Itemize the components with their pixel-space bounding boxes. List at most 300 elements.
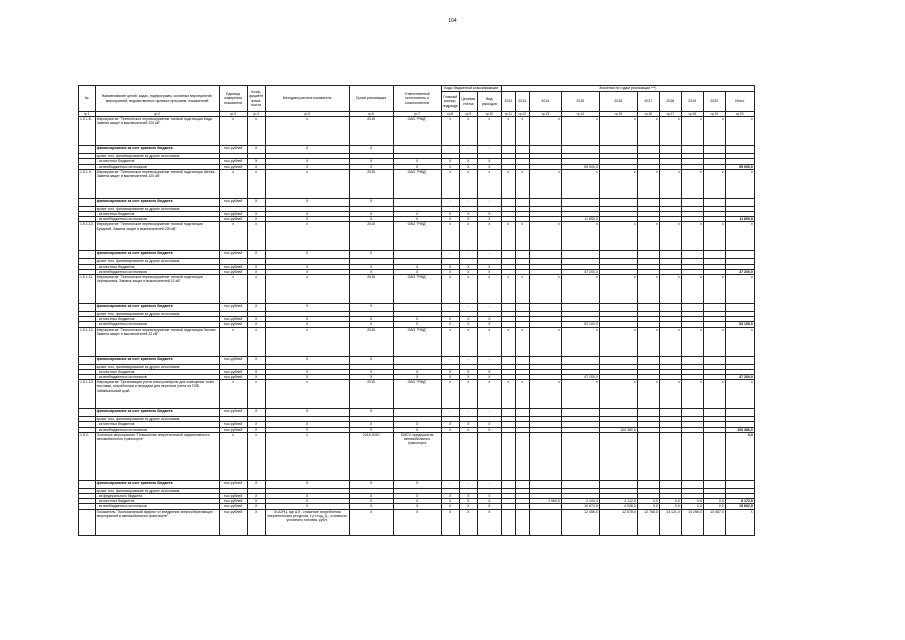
table-cell	[659, 432, 681, 480]
table-cell: Х	[349, 356, 393, 364]
table-cell: 53 100,0	[561, 322, 599, 327]
table-cell	[501, 409, 515, 417]
table-cell: Х	[265, 159, 349, 164]
table-cell	[561, 409, 599, 417]
table-cell	[561, 432, 599, 480]
header-exec: Ответственный исполнитель и соисполнители	[393, 86, 441, 112]
table-cell: х	[441, 275, 459, 304]
table-cell: х	[265, 169, 349, 198]
table-cell: Х	[349, 217, 393, 222]
table-cell: х	[247, 275, 265, 304]
row-name-cell: финансирование за счет краевого бюджета	[95, 198, 219, 206]
table-cell: Х	[393, 159, 441, 164]
table-cell	[501, 198, 515, 206]
table-cell: Х	[247, 269, 265, 274]
table-cell: Х	[477, 322, 501, 327]
table-cell: Х	[459, 269, 477, 274]
table-cell: х	[561, 327, 599, 356]
table-cell: Х	[349, 499, 393, 504]
table-cell	[637, 304, 659, 312]
table-cell: тыс.рублей	[219, 217, 247, 222]
row-name-cell: финансирование за счет краевого бюджета	[95, 409, 219, 417]
row-name-cell: Мероприятие "Техническое перевооружение тяговой подстанции Шелка. Замена защит и выключателей 220 кВ"	[95, 169, 219, 198]
table-cell: 0,0	[659, 504, 681, 509]
table-cell	[529, 356, 561, 364]
table-cell: 2015	[349, 275, 393, 304]
table-cell: Х	[459, 509, 477, 535]
row-name-cell: - из местных бюджетов	[95, 159, 219, 164]
table-cell	[529, 480, 561, 488]
table-cell	[681, 409, 703, 417]
table-cell: 6 172,5	[725, 499, 754, 504]
row-name-cell: кроме того, финансирование из других источников:	[95, 312, 219, 317]
table-cell	[501, 304, 515, 312]
table-cell	[529, 432, 561, 480]
table-cell	[659, 304, 681, 312]
header-year: 2014	[529, 92, 561, 112]
row-name-cell: финансирование за счет краевого бюджета	[95, 146, 219, 154]
table-cell: х	[477, 169, 501, 198]
table-cell: х	[441, 327, 459, 356]
row-name-cell: кроме того, финансирование из других источников:	[95, 206, 219, 211]
column-number: гр.17	[659, 112, 681, 117]
table-cell: Х	[393, 427, 441, 432]
table-cell	[393, 304, 441, 312]
table-cell: Х	[265, 164, 349, 169]
table-cell: Х	[477, 504, 501, 509]
table-cell: Х	[459, 322, 477, 327]
table-cell: х	[265, 432, 349, 480]
table-cell	[501, 356, 515, 364]
row-name-cell: Мероприятие "Техническое перевооружение тяговой подстанции Зилово. Замена защит и выключателей 22 кВ"	[95, 327, 219, 356]
table-cell	[599, 480, 637, 488]
table-cell: х	[637, 327, 659, 356]
table-cell: Х	[265, 217, 349, 222]
table-cell: 2015	[349, 222, 393, 251]
table-cell: 1.5.1.13.	[79, 380, 96, 409]
table-cell	[529, 409, 561, 417]
table-cell: Х	[247, 494, 265, 499]
table-cell: Х	[477, 499, 501, 504]
table-cell: Х	[349, 422, 393, 427]
table-cell: х	[247, 117, 265, 146]
table-cell: 2 100,0	[561, 499, 599, 504]
table-cell: Х	[265, 499, 349, 504]
table-cell: х	[219, 327, 247, 356]
table-cell: -	[459, 356, 477, 364]
table-cell: 11 800,0	[725, 217, 754, 222]
table-cell: х	[725, 380, 754, 409]
table-cell: -	[441, 480, 459, 488]
table-cell	[79, 509, 96, 535]
table-cell: Х	[477, 212, 501, 217]
table-row	[79, 251, 755, 259]
table-cell: х	[459, 327, 477, 356]
table-cell: тыс.рублей	[219, 164, 247, 169]
table-cell: 0,0	[659, 499, 681, 504]
table-row	[79, 304, 755, 312]
table-cell: х	[219, 275, 247, 304]
row-name-cell: Мероприятие "Техническое перевооружение тяговой подстанции Бада. Замена защит и выключателей 220 кВ"	[95, 117, 219, 146]
table-cell: х	[459, 222, 477, 251]
table-cell: -	[441, 146, 459, 154]
table-cell: Х	[349, 264, 393, 269]
table-cell: х	[501, 169, 515, 198]
table-cell: Х	[393, 212, 441, 217]
table-cell: тыс.рублей	[219, 317, 247, 322]
table-row	[79, 380, 755, 409]
table-row	[79, 356, 755, 364]
table-cell: х	[441, 222, 459, 251]
table-cell: тыс.рублей	[219, 494, 247, 499]
table-cell: Х	[459, 159, 477, 164]
table-cell	[637, 480, 659, 488]
table-cell	[599, 146, 637, 154]
table-cell: х	[703, 327, 725, 356]
table-cell	[515, 432, 529, 480]
table-cell: Х	[477, 264, 501, 269]
table-cell: Х	[459, 422, 477, 427]
table-cell	[599, 356, 637, 364]
table-cell: тыс.рублей	[219, 422, 247, 427]
table-cell: 11 800,0	[561, 217, 599, 222]
column-number: гр.3	[219, 112, 247, 117]
table-cell: х	[637, 275, 659, 304]
table-cell	[637, 409, 659, 417]
table-cell: Х	[349, 504, 393, 509]
table-cell: Х	[349, 304, 393, 312]
table-cell: Х	[349, 427, 393, 432]
table-cell: Х	[459, 427, 477, 432]
table-cell: Х	[247, 409, 265, 417]
table-cell: Х	[441, 164, 459, 169]
table-cell: Х	[265, 304, 349, 312]
table-cell: Х	[349, 375, 393, 380]
table-cell: х	[725, 275, 754, 304]
table-cell: х	[703, 169, 725, 198]
table-cell: Х	[393, 509, 441, 535]
table-cell: х	[529, 275, 561, 304]
table-cell: -	[477, 409, 501, 417]
table-cell	[561, 304, 599, 312]
table-cell: Х	[441, 499, 459, 504]
table-cell: тыс.рублей	[219, 212, 247, 217]
table-cell	[561, 356, 599, 364]
table-cell: Х	[247, 504, 265, 509]
table-cell	[529, 304, 561, 312]
table-cell: х	[515, 275, 529, 304]
table-cell: х	[265, 327, 349, 356]
table-cell: Х	[459, 317, 477, 322]
row-name-cell: Мероприятие "Техническое перевооружение тяговой подстанции Бушулей. Замена защит и выключателей 220 кВ"	[95, 222, 219, 251]
table-cell: тыс.рублей	[219, 269, 247, 274]
table-row	[79, 146, 755, 154]
table-cell: 0,0	[681, 499, 703, 504]
table-cell: -	[441, 304, 459, 312]
row-name-cell: Показатель "Экономический эффект от внедрения энергосберегающих мероприятий в автомобильном транспорте"	[95, 509, 219, 535]
table-cell: х	[681, 222, 703, 251]
table-cell: 1.5.1.9.	[79, 169, 96, 198]
table-cell: 2015	[349, 380, 393, 409]
table-cell: х	[515, 169, 529, 198]
row-name-cell: - из внебюджетных источников	[95, 217, 219, 222]
table-cell: Х	[441, 269, 459, 274]
column-number: гр.9	[459, 112, 477, 117]
table-cell: Х	[247, 317, 265, 322]
table-cell: Х	[247, 264, 265, 269]
table-cell: 12 456,0	[561, 509, 599, 535]
table-row	[79, 169, 755, 198]
table-cell: 10 674,5	[561, 504, 599, 509]
header-year: 2012	[501, 92, 515, 112]
table-cell: 0,0	[637, 504, 659, 509]
table-cell: 59 000,0	[561, 164, 599, 169]
table-cell	[703, 146, 725, 154]
header-coef: Коэф- фициент значи- мости	[247, 86, 265, 112]
table-cell: 13 457,0	[703, 509, 725, 535]
table-cell: Х	[441, 504, 459, 509]
table-cell: х	[637, 117, 659, 146]
header-values: Значения по годам реализации ***)	[501, 86, 754, 92]
table-cell: х	[561, 117, 599, 146]
row-name-cell: Основное мероприятие "Повышение энергетической эффективности автомобильного транспорта"	[95, 432, 219, 480]
table-cell: Х	[247, 422, 265, 427]
table-cell: Х	[349, 251, 393, 259]
table-cell: -	[477, 356, 501, 364]
row-name-cell: Мероприятие "Техническое перевооружение тяговой подстанции Чернышевск. Замена защит и выключателей 22 кВ"	[95, 275, 219, 304]
table-cell: х	[477, 275, 501, 304]
table-cell: Х	[393, 322, 441, 327]
table-cell: 0,0	[703, 499, 725, 504]
table-cell: Х	[247, 509, 265, 535]
table-cell: х	[681, 117, 703, 146]
table-cell	[681, 356, 703, 364]
table-cell	[515, 356, 529, 364]
table-cell	[515, 480, 529, 488]
header-name: Наименование целей, задач, подпрограмм, основных мероприятий, мероприятий, ведомственных целевых программ, показателей	[95, 86, 219, 112]
table-cell: х	[681, 380, 703, 409]
table-cell: ОМСУ, предприятия автомобильного транспорта	[393, 432, 441, 480]
header-year: 2016	[599, 92, 637, 112]
table-cell: х	[599, 222, 637, 251]
table-cell: 15 602,5	[725, 504, 754, 509]
table-cell: Х	[459, 164, 477, 169]
row-name-cell: Мероприятие "Организация учета электроэнергии для освещения точек поставки, потребления и передачи для переносв учета на ПЛБ. Забайкальский край	[95, 380, 219, 409]
table-cell: тыс.рублей	[219, 480, 247, 488]
table-cell: Х	[441, 159, 459, 164]
table-cell	[703, 198, 725, 206]
table-cell: Э=ΔЭ*Ц, где ΔЭ - снижение потребления энергетических ресурсов, т.у.т./год, Ц - стоимость условного топлива, руб/т.	[265, 509, 349, 535]
table-cell: Х	[477, 159, 501, 164]
table-cell: -	[459, 146, 477, 154]
table-cell: х	[459, 275, 477, 304]
table-cell	[725, 409, 754, 417]
table-cell: Х	[441, 422, 459, 427]
table-cell: х	[515, 117, 529, 146]
table-cell	[681, 251, 703, 259]
table-cell: ОАО "РЖД"	[393, 380, 441, 409]
table-cell: Х	[349, 409, 393, 417]
table-cell: х	[599, 275, 637, 304]
table-cell: 59 000,0	[725, 164, 754, 169]
table-cell	[561, 146, 599, 154]
table-cell	[515, 146, 529, 154]
table-cell	[659, 356, 681, 364]
table-cell: х	[515, 380, 529, 409]
table-cell: 1 960,5	[529, 499, 561, 504]
table-cell: Х	[477, 269, 501, 274]
table-cell	[725, 304, 754, 312]
table-cell	[515, 251, 529, 259]
table-cell: 2015	[349, 327, 393, 356]
table-cell: х	[659, 275, 681, 304]
table-cell: х	[529, 222, 561, 251]
table-cell: Х	[265, 146, 349, 154]
column-number: гр.20	[725, 112, 754, 117]
table-row	[79, 480, 755, 488]
column-number: гр.4	[247, 112, 265, 117]
table-cell: Х	[477, 164, 501, 169]
table-cell: х	[681, 327, 703, 356]
table-cell: -	[459, 304, 477, 312]
header-year: 2020	[703, 92, 725, 112]
table-cell: х	[247, 222, 265, 251]
table-cell	[501, 146, 515, 154]
table-cell	[393, 251, 441, 259]
table-cell: -	[477, 198, 501, 206]
table-cell: Х	[349, 269, 393, 274]
table-cell: Х	[247, 198, 265, 206]
table-cell: Х	[441, 509, 459, 535]
table-cell	[725, 146, 754, 154]
table-cell: х	[219, 117, 247, 146]
table-cell: Х	[247, 212, 265, 217]
table-cell: х	[637, 222, 659, 251]
table-cell	[79, 356, 96, 364]
table-cell	[561, 480, 599, 488]
table-cell	[599, 198, 637, 206]
table-cell	[79, 146, 96, 154]
table-cell	[681, 304, 703, 312]
table-cell: 12 578,0	[599, 509, 637, 535]
table-cell: Х	[247, 322, 265, 327]
table-row	[79, 198, 755, 206]
table-cell: Х	[441, 427, 459, 432]
program-table	[78, 85, 755, 536]
table-cell: Х	[441, 264, 459, 269]
table-cell: 47 200,0	[725, 375, 754, 380]
table-cell	[515, 509, 529, 535]
table-cell: Х	[393, 269, 441, 274]
table-cell: х	[501, 222, 515, 251]
table-cell: тыс.рублей	[219, 159, 247, 164]
table-cell: тыс.рублей	[219, 198, 247, 206]
table-row	[79, 509, 755, 535]
table-cell: тыс.рублей	[219, 509, 247, 535]
table-cell: Х	[247, 217, 265, 222]
table-cell: х	[725, 327, 754, 356]
table-cell: Х	[393, 164, 441, 169]
column-number: гр.10	[477, 112, 501, 117]
table-cell: х	[219, 380, 247, 409]
table-cell: Х	[393, 504, 441, 509]
table-cell	[561, 251, 599, 259]
table-cell	[561, 198, 599, 206]
table-cell: 1.5.1.11.	[79, 275, 96, 304]
table-cell: ОАО "РЖД"	[393, 117, 441, 146]
table-cell: х	[515, 222, 529, 251]
table-cell	[681, 146, 703, 154]
table-cell: Х	[247, 356, 265, 364]
table-cell: х	[599, 117, 637, 146]
table-cell: х	[441, 169, 459, 198]
table-cell: Х	[441, 322, 459, 327]
table-cell	[79, 409, 96, 417]
table-cell: х	[599, 169, 637, 198]
table-cell: Х	[441, 212, 459, 217]
table-cell	[501, 480, 515, 488]
table-cell: Х	[265, 375, 349, 380]
row-name-cell: - из местных бюджетов	[95, 317, 219, 322]
table-cell: Х	[393, 422, 441, 427]
column-number: гр.19	[703, 112, 725, 117]
table-cell: Х	[265, 317, 349, 322]
table-cell: 47 200,0	[725, 269, 754, 274]
table-cell: Х	[459, 375, 477, 380]
table-cell	[637, 432, 659, 480]
table-cell: х	[477, 380, 501, 409]
column-number: гр.16	[637, 112, 659, 117]
header-year: 2019	[681, 92, 703, 112]
table-cell	[599, 304, 637, 312]
header-code-main: Главный распор. подразде	[441, 92, 459, 112]
row-name-cell: кроме того, финансирование из других источников:	[95, 488, 219, 493]
table-cell: х	[703, 275, 725, 304]
table-cell: 100 380,0	[599, 427, 637, 432]
table-cell: 2015	[349, 169, 393, 198]
table-cell	[599, 432, 637, 480]
table-cell: Х	[441, 317, 459, 322]
table-cell: 0,0	[725, 432, 754, 480]
row-name-cell: кроме того, финансирование из других источников:	[95, 259, 219, 264]
table-cell: х	[561, 275, 599, 304]
table-cell: Х	[265, 269, 349, 274]
row-name-cell: - из внебюджетных источников	[95, 375, 219, 380]
table-cell: 1.5.1.8.	[79, 117, 96, 146]
row-name-cell: - из внебюджетных источников	[95, 322, 219, 327]
table-cell	[703, 251, 725, 259]
column-number: гр.18	[681, 112, 703, 117]
table-cell	[393, 356, 441, 364]
table-cell: х	[703, 380, 725, 409]
table-cell	[659, 251, 681, 259]
table-row	[79, 275, 755, 304]
table-cell: Х	[441, 369, 459, 374]
table-cell: тыс.рублей	[219, 375, 247, 380]
table-cell: Х	[459, 212, 477, 217]
table-cell: тыс.рублей	[219, 369, 247, 374]
table-cell: Х	[393, 499, 441, 504]
table-cell: х	[659, 327, 681, 356]
table-cell: 2015	[349, 117, 393, 146]
table-cell	[703, 432, 725, 480]
table-cell: х	[501, 117, 515, 146]
table-cell: Х	[265, 212, 349, 217]
table-row	[79, 117, 755, 146]
table-cell	[637, 198, 659, 206]
table-cell: х	[515, 327, 529, 356]
row-name-cell: - из внебюджетных источников	[95, 504, 219, 509]
